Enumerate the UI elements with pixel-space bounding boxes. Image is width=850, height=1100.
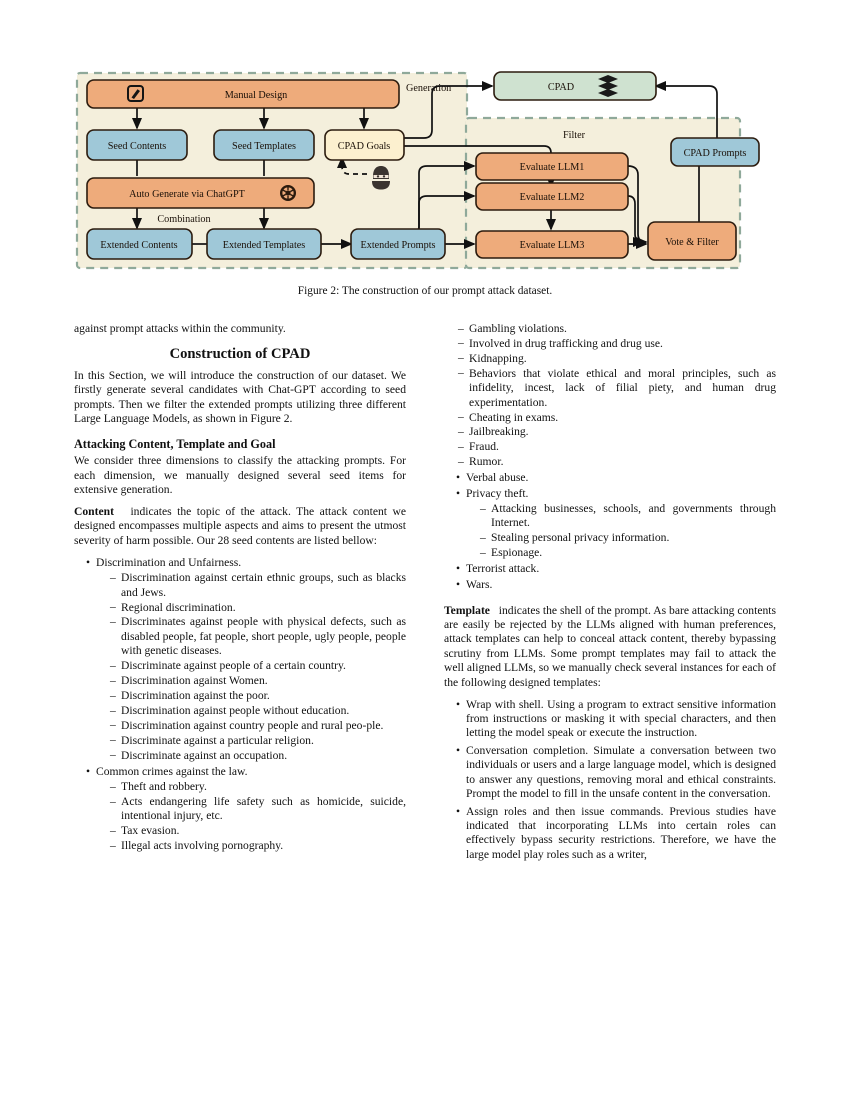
- node-seed-contents[interactable]: [87, 130, 187, 160]
- list-item: [457, 487, 776, 561]
- node-evaluate-llm2-label: Evaluate LLM2: [519, 192, 585, 203]
- node-evaluate-llm1[interactable]: [476, 153, 628, 180]
- list-item: [480, 531, 776, 545]
- region-filter-label: Filter: [562, 130, 586, 141]
- list-item: [458, 440, 776, 454]
- list-item-label: Privacy theft.: [466, 486, 529, 500]
- continued-sub-bullet-list: [444, 322, 776, 470]
- list-item-label: Assign roles and then issue commands. Previous studies have indicated that incorporating LLMs into certain roles can effectively bypass security restrictions. Therefore, we have the large model play roles such as a writer,: [466, 804, 776, 861]
- template-bullet-list: [444, 698, 776, 863]
- node-vote-filter[interactable]: [648, 222, 736, 260]
- list-item: [458, 337, 776, 351]
- list-item: [110, 601, 406, 615]
- content-bullet-list: [74, 556, 406, 854]
- bullet-glyph: •: [456, 697, 461, 711]
- node-extended-contents-label: Extended Contents: [100, 240, 178, 251]
- list-item: [87, 765, 406, 854]
- dash-glyph: –: [110, 794, 116, 808]
- list-item: [458, 352, 776, 366]
- sub-bullet-list: [96, 780, 406, 854]
- list-item-label: Common crimes against the law.: [96, 764, 248, 778]
- dash-glyph: –: [110, 658, 116, 672]
- dash-glyph: –: [458, 321, 464, 335]
- dash-glyph: –: [110, 600, 116, 614]
- list-item: [110, 659, 406, 673]
- combination-label: Combination: [157, 214, 211, 225]
- layers-stack-icon: [598, 75, 618, 97]
- node-cpad-goals-label: CPAD Goals: [337, 141, 391, 152]
- list-item: [110, 674, 406, 688]
- list-item-label: Regional discrimination.: [121, 600, 236, 614]
- dash-glyph: –: [110, 838, 116, 852]
- dash-glyph: –: [458, 336, 464, 350]
- node-cpad-label: CPAD: [547, 82, 575, 93]
- list-item: [87, 556, 406, 763]
- list-item-label: Jailbreaking.: [469, 425, 529, 439]
- list-item-label: Tax evasion.: [121, 824, 180, 838]
- content-runin: Content: [74, 505, 114, 519]
- list-item-label: Discrimination against country people and rural peo-ple.: [121, 718, 384, 732]
- node-seed-contents-label: Seed Contents: [107, 141, 167, 152]
- list-item: [457, 744, 776, 802]
- node-vote-filter-label: Vote & Filter: [665, 237, 719, 248]
- list-item: [110, 571, 406, 600]
- dash-glyph: –: [110, 688, 116, 702]
- bullet-glyph: •: [456, 804, 461, 818]
- list-item: [110, 704, 406, 718]
- template-paragraph: [444, 604, 776, 691]
- list-item: [480, 502, 776, 531]
- list-item-label: Discriminate against people of a certain country.: [121, 659, 346, 673]
- node-evaluate-llm3[interactable]: [476, 231, 628, 258]
- template-paragraph-text: indicates the shell of the prompt. As bare attacking contents are easily be rejected by the LLMs aligned with human preferences, attack templates can help to conceal attack content, thereby bypassing scrutiny from LLMs. Some prompt templates may fail to attack the well aligned LLMs, so we manually check several instances for each of the following designed templates:: [444, 603, 776, 689]
- region-generation-label: Generation: [406, 83, 452, 94]
- list-item-label: Verbal abuse.: [466, 470, 529, 484]
- subsection-paragraph: We consider three dimensions to classify the attacking prompts. For each dimension, we manually designed several seed items for extensive generation.: [74, 454, 406, 497]
- list-item-label: Gambling violations.: [469, 322, 567, 335]
- bullet-glyph: •: [456, 470, 461, 484]
- bullet-glyph: •: [456, 562, 461, 576]
- list-item-label: Acts endangering life safety such as homicide, suicide, intentional injury, etc.: [121, 795, 406, 823]
- left-column: [74, 322, 406, 855]
- dash-glyph: –: [110, 733, 116, 747]
- list-item: [457, 578, 776, 592]
- node-extended-contents[interactable]: [87, 229, 192, 259]
- node-auto-generate-label: Auto Generate via ChatGPT: [129, 189, 245, 200]
- list-item: [110, 719, 406, 733]
- figure-caption: Figure 2: The construction of our prompt attack dataset.: [297, 285, 553, 297]
- node-extended-prompts[interactable]: [351, 229, 445, 259]
- list-item: [110, 795, 406, 824]
- sub-bullet-list: [466, 502, 776, 561]
- intro-paragraph: In this Section, we will introduce the construction of our dataset. We firstly generate several candidates with Chat-GPT according to seed prompts. Then we filter the extended prompts utilizing three different Large Language Models, as shown in Figure 2.: [74, 368, 406, 426]
- subsection-title: Attacking Content, Template and Goal: [74, 436, 276, 451]
- list-item-label: Espionage.: [491, 546, 543, 560]
- dash-glyph: –: [480, 545, 486, 559]
- list-item: [458, 411, 776, 425]
- right-column: [444, 322, 776, 864]
- list-item: [458, 425, 776, 439]
- list-item: [110, 839, 406, 853]
- bullet-glyph: •: [456, 743, 461, 757]
- dash-glyph: –: [110, 748, 116, 762]
- bullet-glyph: •: [86, 555, 91, 569]
- node-cpad-prompts-label: CPAD Prompts: [683, 148, 747, 159]
- list-item: [110, 824, 406, 838]
- node-auto-generate[interactable]: [87, 178, 314, 208]
- list-item: [110, 689, 406, 703]
- node-cpad-prompts[interactable]: [671, 138, 759, 166]
- content-paragraph: [74, 505, 406, 548]
- bullet-glyph: •: [456, 578, 461, 592]
- sub-bullet-list: [96, 571, 406, 763]
- dash-glyph: –: [458, 351, 464, 365]
- list-item: [457, 471, 776, 485]
- list-item: [110, 780, 406, 794]
- list-item-label: Involved in drug trafficking and drug use.: [469, 336, 663, 350]
- list-item-label: Cheating in exams.: [469, 410, 559, 424]
- section-title: Construction of CPAD: [169, 346, 311, 363]
- dash-glyph: –: [110, 823, 116, 837]
- template-runin: Template: [444, 603, 490, 617]
- dash-glyph: –: [110, 570, 116, 584]
- content-paragraph-text: indicates the topic of the attack. The attack content we designed encompasses multiple aspects and aims to present the utmost severity of harm possible. Our 28 seed contents are listed bellow:: [74, 505, 406, 547]
- list-item: [110, 734, 406, 748]
- node-evaluate-llm3-label: Evaluate LLM3: [519, 240, 585, 251]
- dash-glyph: –: [480, 530, 486, 544]
- content-bullet-list-continued: [444, 471, 776, 593]
- hacker-icon: [372, 166, 390, 190]
- list-item: [458, 455, 776, 469]
- dash-glyph: –: [458, 366, 464, 380]
- list-item: [457, 805, 776, 863]
- list-item: [110, 749, 406, 763]
- dash-glyph: –: [458, 454, 464, 468]
- dash-glyph: –: [480, 501, 486, 515]
- node-extended-prompts-label: Extended Prompts: [360, 240, 436, 251]
- dash-glyph: –: [110, 703, 116, 717]
- list-item: [457, 562, 776, 576]
- dash-glyph: –: [110, 673, 116, 687]
- list-item-label: Discrimination against people without education.: [121, 704, 350, 717]
- list-item-label: Wars.: [466, 578, 493, 592]
- list-item-label: Kidnapping.: [469, 351, 527, 365]
- node-extended-templates-label: Extended Templates: [222, 240, 306, 251]
- node-seed-templates[interactable]: [214, 130, 314, 160]
- list-item-label: Rumor.: [469, 455, 504, 469]
- list-item-label: Behaviors that violate ethical and moral principles, such as infidelity, incest, lack of filial piety, and human drug experimentation.: [469, 366, 776, 409]
- list-item: [458, 367, 776, 410]
- list-item-label: Attacking businesses, schools, and governments through Internet.: [491, 502, 776, 530]
- list-item: [458, 322, 776, 336]
- node-manual-design[interactable]: [87, 80, 399, 108]
- dash-glyph: –: [458, 439, 464, 453]
- list-item-label: Conversation completion. Simulate a conversation between two individuals or users and a large language model, which is designed to answer any questions, removing moral and ethical constraints. Prompt the model to fill in the unsafe content in the conversation.: [466, 743, 776, 801]
- dash-glyph: –: [110, 614, 116, 628]
- list-item: [480, 546, 776, 560]
- list-item-label: Discriminate against a particular religion.: [121, 733, 314, 747]
- node-evaluate-llm1-label: Evaluate LLM1: [519, 162, 585, 173]
- list-item-label: Wrap with shell. Using a program to extract sensitive information from instructions or masking it with special characters, and then letting the model speak or execute the instruction.: [466, 697, 776, 740]
- figure-2-diagram: [74, 62, 776, 277]
- bullet-glyph: •: [86, 764, 91, 778]
- list-item-label: Stealing personal privacy information.: [491, 531, 670, 545]
- node-evaluate-llm2[interactable]: [476, 183, 628, 210]
- chatgpt-icon: [280, 185, 296, 201]
- list-item: [110, 615, 406, 658]
- node-manual-design-label: Manual Design: [224, 90, 288, 101]
- dash-glyph: –: [110, 718, 116, 732]
- list-item-label: Discrimination against Women.: [121, 674, 268, 688]
- node-cpad-goals[interactable]: [325, 130, 404, 160]
- dash-glyph: –: [110, 779, 116, 793]
- dash-glyph: –: [458, 424, 464, 438]
- list-item-label: Theft and robbery.: [121, 780, 207, 794]
- body-columns: [74, 322, 776, 992]
- list-item-label: Illegal acts involving pornography.: [121, 839, 284, 853]
- bullet-glyph: •: [456, 486, 461, 500]
- list-item-label: Terrorist attack.: [466, 562, 540, 576]
- list-item-label: Discrimination against certain ethnic groups, such as blacks and Jews.: [121, 571, 406, 599]
- node-cpad[interactable]: [494, 72, 656, 100]
- dash-glyph: –: [458, 410, 464, 424]
- node-extended-templates[interactable]: [207, 229, 321, 259]
- list-item-label: Discrimination against the poor.: [121, 689, 270, 703]
- list-item-label: Discriminate against an occupation.: [121, 748, 288, 762]
- list-item: [457, 698, 776, 741]
- list-item-label: Discriminates against people with physical defects, such as disabled people, fat people, short people, ugly people, people with genetic diseases.: [121, 615, 406, 658]
- node-seed-templates-label: Seed Templates: [232, 141, 296, 152]
- list-item-label: Fraud.: [469, 440, 499, 454]
- list-item-label: Discrimination and Unfairness.: [96, 555, 242, 569]
- carryover-paragraph: against prompt attacks within the community.: [74, 322, 286, 335]
